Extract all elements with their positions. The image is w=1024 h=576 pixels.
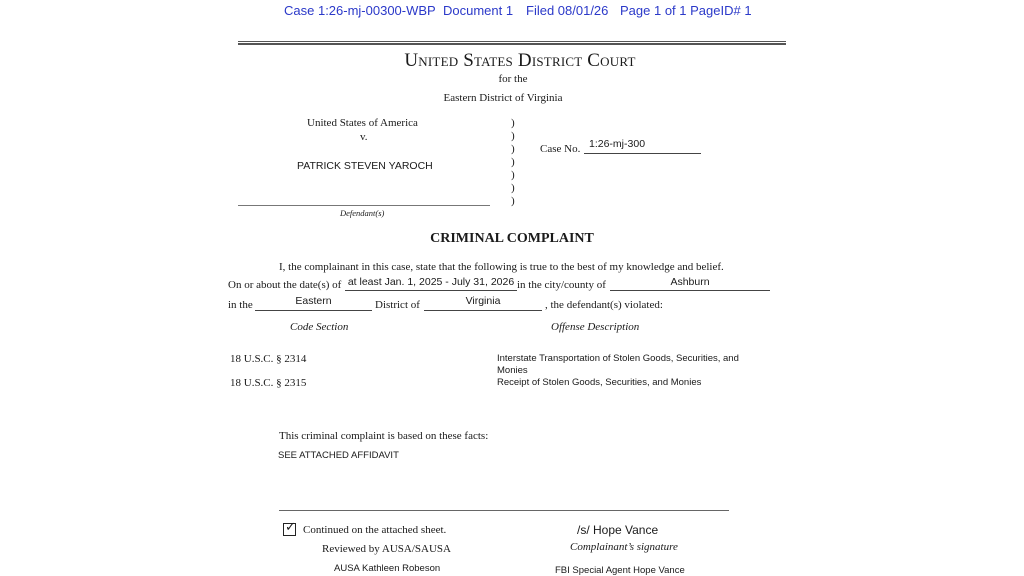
- facts-label: This criminal complaint is based on these facts:: [279, 430, 489, 442]
- state-line: [424, 310, 542, 311]
- filed-date-header: Filed 08/01/26: [526, 3, 609, 18]
- complainant-signature: /s/ Hope Vance: [577, 523, 659, 537]
- defendant-label: Defendant(s): [340, 208, 385, 218]
- facts-value: SEE ATTACHED AFFIDAVIT: [278, 450, 399, 461]
- continued-checkbox[interactable]: [283, 520, 296, 536]
- city-value: Ashburn: [670, 276, 710, 288]
- violated-label: , the defendant(s) violated:: [545, 299, 663, 311]
- date-value: at least Jan. 1, 2025 - July 31, 2026: [347, 276, 515, 288]
- state-value: Virginia: [465, 295, 501, 307]
- city-line: [610, 290, 770, 291]
- district-value: Eastern: [295, 295, 332, 307]
- ausa-name: AUSA Kathleen Robeson: [334, 563, 441, 574]
- agent-name: FBI Special Agent Hope Vance: [555, 565, 685, 576]
- checkmark-icon: ✓: [285, 520, 296, 535]
- plaintiff-name: United States of America: [307, 117, 418, 129]
- offense-description-header: Offense Description: [551, 321, 640, 333]
- case-no-label: Case No.: [540, 143, 581, 155]
- complainant-signature-label: Complainant’s signature: [570, 541, 678, 553]
- caption-parentheses: ) ) ) ) ) ) ): [511, 117, 515, 207]
- court-district: Eastern District of Virginia: [443, 92, 563, 104]
- reviewed-label: Reviewed by AUSA/SAUSA: [322, 543, 451, 555]
- page-id-header: Page 1 of 1 PageID# 1: [620, 3, 752, 18]
- table-row-code: 18 U.S.C. § 2315: [230, 377, 307, 389]
- versus-label: v.: [360, 131, 368, 143]
- case-no-value: 1:26-mj-300: [589, 138, 646, 150]
- table-row-description: Receipt of Stolen Goods, Securities, and Monies: [497, 377, 702, 388]
- top-rule: [238, 41, 786, 42]
- complaint-intro: I, the complainant in this case, state that the following is true to the best of my knowledge and belief.: [279, 261, 724, 273]
- in-the-label: in the: [228, 299, 253, 311]
- defendant-name: PATRICK STEVEN YAROCH: [297, 160, 433, 172]
- district-of-label: District of: [375, 299, 420, 311]
- code-section-header: Code Section: [290, 321, 349, 333]
- case-number-header: Case 1:26-mj-00300-WBP: [284, 3, 436, 18]
- district-line: [255, 310, 372, 311]
- case-no-line: [584, 153, 701, 154]
- signature-section-rule: [279, 510, 729, 511]
- table-row-code: 18 U.S.C. § 2314: [230, 353, 307, 365]
- table-row-description: Interstate Transportation of Stolen Goods, Securities, and: [497, 353, 739, 364]
- complaint-title: CRIMINAL COMPLAINT: [430, 231, 594, 246]
- court-for: for the: [498, 73, 528, 85]
- city-label: in the city/county of: [517, 279, 606, 291]
- continued-label: Continued on the attached sheet.: [303, 524, 447, 536]
- table-row-description-cont: Monies: [497, 365, 528, 376]
- document-number-header: Document 1: [443, 3, 514, 18]
- court-title: United States District Court: [404, 50, 636, 71]
- top-rule-thick: [238, 43, 786, 45]
- defendant-rule: [238, 205, 490, 206]
- date-prefix: On or about the date(s) of: [228, 279, 342, 291]
- date-line: [345, 290, 517, 291]
